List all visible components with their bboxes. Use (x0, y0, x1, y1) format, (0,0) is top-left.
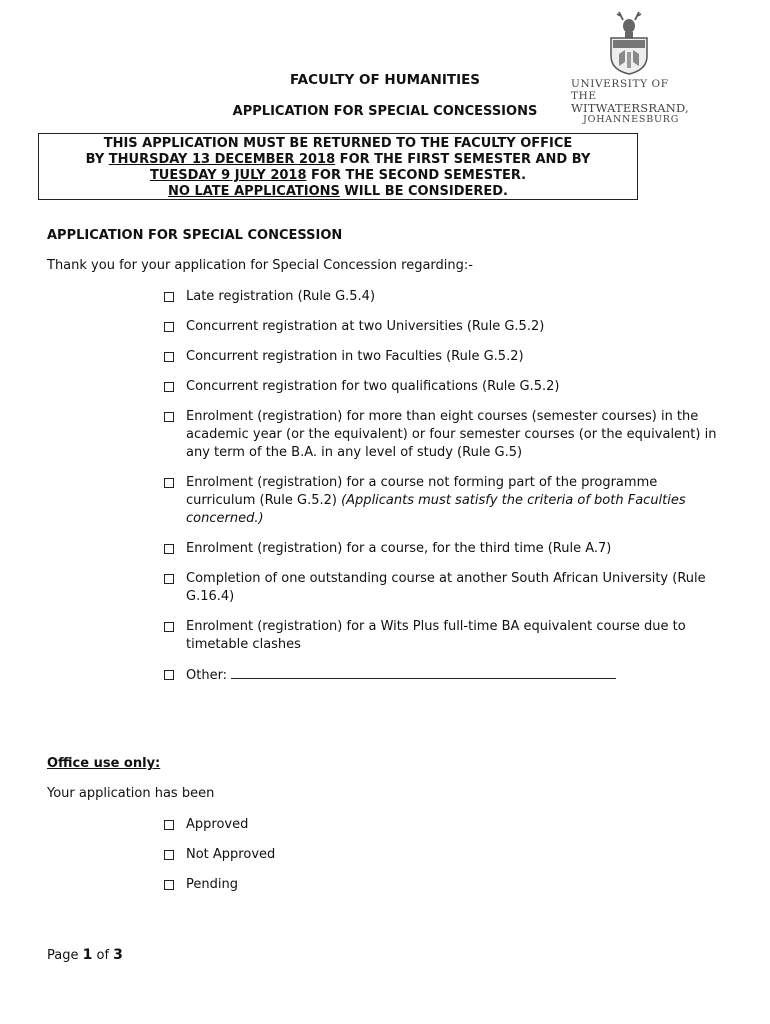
current-page: 1 (82, 947, 93, 963)
checkbox[interactable] (164, 412, 174, 422)
checkbox[interactable] (164, 544, 174, 554)
section-title: APPLICATION FOR SPECIAL CONCESSION (47, 228, 343, 243)
option-more-than-eight-courses (164, 408, 729, 462)
option-wits-plus (164, 618, 729, 654)
checkbox[interactable] (164, 574, 174, 584)
checkbox[interactable] (164, 352, 174, 362)
checkbox[interactable] (164, 622, 174, 632)
second-semester-deadline: TUESDAY 9 JULY 2018 (149, 168, 307, 183)
option-concurrent-qualifications (164, 378, 729, 396)
status-label: Pending (186, 877, 238, 892)
option-late-registration (164, 288, 729, 306)
first-semester-deadline: THURSDAY 13 DECEMBER 2018 (108, 152, 336, 167)
status-intro: Your application has been (47, 786, 215, 801)
university-crest-icon (605, 10, 653, 76)
checkbox[interactable] (164, 292, 174, 302)
section-intro: Thank you for your application for Special Concession regarding:- (47, 258, 473, 273)
faculty-title: FACULTY OF HUMANITIES (289, 72, 481, 88)
option-label: Concurrent registration in two Faculties (Rule G.5.2) (186, 349, 524, 364)
university-name-line-1: UNIVERSITY OF THE (571, 78, 669, 102)
office-use-heading: Office use only: (47, 756, 161, 771)
status-approved (164, 816, 729, 834)
status-label: Approved (186, 817, 249, 832)
university-name (571, 78, 691, 126)
checkbox[interactable] (164, 322, 174, 332)
no-late-applications: NO LATE APPLICATIONS (168, 184, 340, 199)
option-course-outside-curriculum (164, 474, 729, 528)
option-label: Concurrent registration at two Universities (Rule G.5.2) (186, 319, 545, 334)
option-outstanding-course (164, 570, 729, 606)
deadline-notice-box (38, 133, 638, 200)
option-label: Other: (186, 666, 729, 685)
option-concurrent-universities (164, 318, 729, 336)
option-label: Enrolment (registration) for a Wits Plus full-time BA equivalent course due to timetable clashes (186, 619, 686, 652)
notice-line-4: NO LATE APPLICATIONS WILL BE CONSIDERED. (168, 184, 508, 199)
status-not-approved (164, 846, 729, 864)
option-label: Enrolment (registration) for a course, for the third time (Rule A.7) (186, 541, 612, 556)
option-label: Late registration (Rule G.5.4) (186, 289, 376, 304)
status-pending (164, 876, 729, 894)
option-note: (Applicants must satisfy the criteria of both Faculties concerned.) (186, 493, 686, 526)
checkbox[interactable] (164, 478, 174, 488)
option-label: Enrolment (registration) for more than eight courses (semester courses) in the academic year (or the equivalent) or four semester courses (or the equivalent) in any term of the B.A. in any level of study (Rule G.5) (186, 409, 717, 460)
option-third-time (164, 540, 729, 558)
option-label: Completion of one outstanding course at another South African University (Rule G.16.4) (186, 571, 706, 604)
form-title: APPLICATION FOR SPECIAL CONCESSIONS (232, 104, 538, 119)
notice-line-1: THIS APPLICATION MUST BE RETURNED TO THE FACULTY OFFICE (103, 136, 573, 151)
other-text-field[interactable] (231, 666, 616, 679)
checkbox[interactable] (164, 382, 174, 392)
university-name-line-2: WITWATERSRAND, (571, 101, 689, 115)
option-label: Enrolment (registration) for a course not forming part of the programme curriculum (Rule G.5.2) (Applicants must satisfy the criteria of both Faculties concerned.) (186, 475, 686, 526)
option-other (164, 666, 729, 685)
option-concurrent-faculties (164, 348, 729, 366)
checkbox[interactable] (164, 850, 174, 860)
checkbox[interactable] (164, 880, 174, 890)
option-label: Concurrent registration for two qualifications (Rule G.5.2) (186, 379, 560, 394)
notice-line-3: TUESDAY 9 JULY 2018 FOR THE SECOND SEMESTER. (149, 168, 527, 183)
checkbox[interactable] (164, 670, 174, 680)
page-number: Page 1 of 3 (47, 947, 123, 963)
university-name-line-3: JOHANNESBURG (583, 114, 680, 125)
checkbox[interactable] (164, 820, 174, 830)
total-pages: 3 (113, 947, 123, 963)
notice-line-2: BY THURSDAY 13 DECEMBER 2018 FOR THE FIRST SEMESTER AND BY (85, 152, 591, 167)
status-label: Not Approved (186, 847, 276, 862)
